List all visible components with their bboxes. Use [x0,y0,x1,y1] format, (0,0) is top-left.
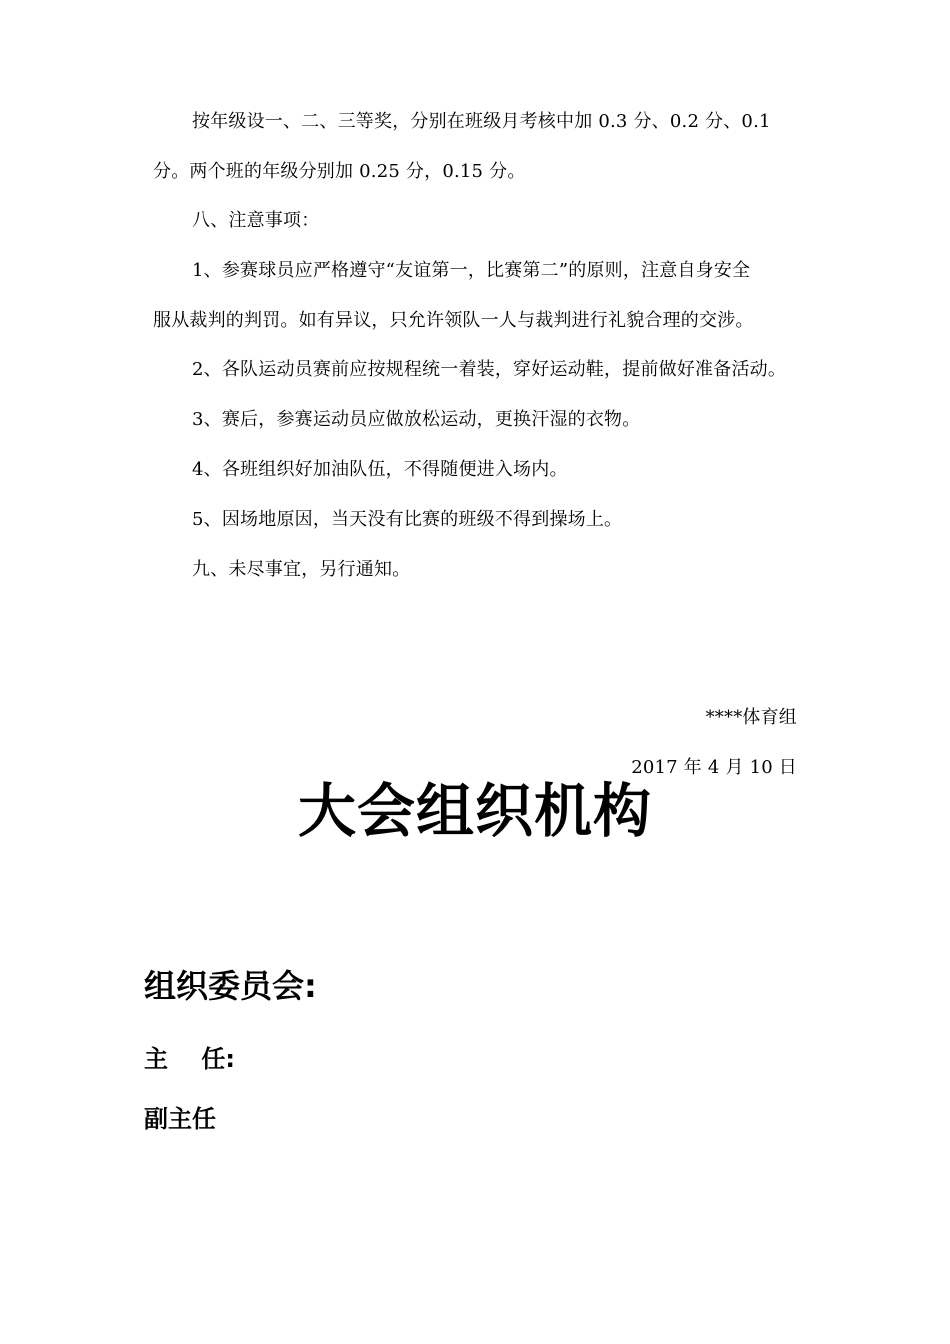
deputy-director-label: 副主任 [144,1105,216,1133]
award-line-1: 按年级设一、二、三等奖，分别在班级月考核中加 0.3 分、0.2 分、0.1 [192,111,771,132]
director-label: 主 任: [144,1045,236,1073]
section-8-heading: 八、注意事项： [192,210,320,231]
notice-item-4: 4、各班组织好加油队伍，不得随便进入场内。 [192,459,568,480]
committee-heading: 组织委员会: [144,967,317,1005]
notice-item-1-line-2: 服从裁判的判罚。如有异议，只允许领队一人与裁判进行礼貌合理的交涉。 [153,310,754,331]
section-9: 九、未尽事宜，另行通知。 [192,559,411,580]
award-line-2: 分。两个班的年级分别加 0.25 分，0.15 分。 [153,161,526,182]
notice-item-1-line-1: 1、参赛球员应严格遵守“友谊第一，比赛第二”的原则，注意自身安全 [192,260,751,281]
notice-item-3: 3、赛后，参赛运动员应做放松运动，更换汗湿的衣物。 [192,409,641,430]
signature-date: 2017 年 4 月 10 日 [631,757,797,778]
notice-item-5: 5、因场地原因，当天没有比赛的班级不得到操场上。 [192,509,623,530]
notice-item-2: 2、各队运动员赛前应按规程统一着装，穿好运动鞋，提前做好准备活动。 [192,359,787,380]
organization-structure-title: 大会组织机构 [297,777,652,845]
signature-organization: ****体育组 [705,707,797,728]
